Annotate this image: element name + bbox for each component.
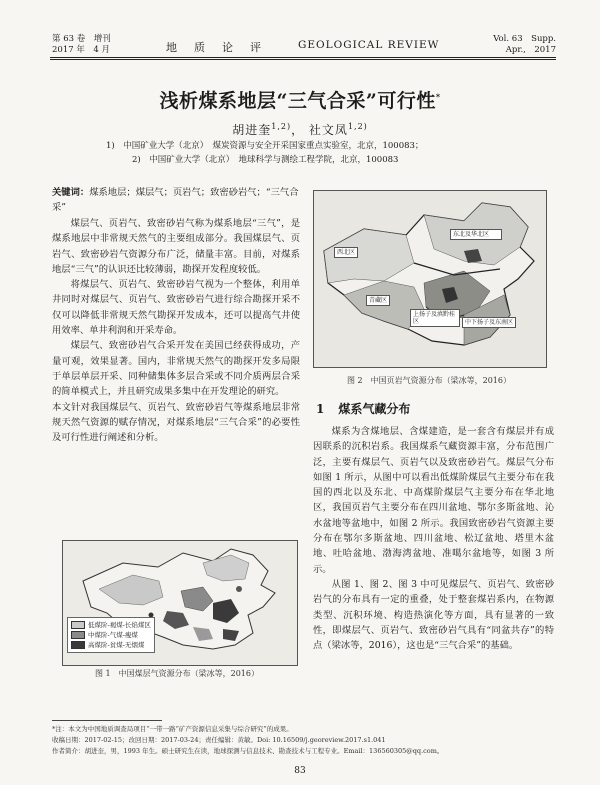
map-label-upper-yangtze: 上扬子及滇黔桂区 [410, 309, 460, 327]
section-number: 1 [316, 402, 325, 416]
keywords-label: 关键词： [52, 187, 90, 198]
legend-swatch [71, 621, 85, 629]
author-1: 胡进奎 [232, 123, 272, 137]
right-body [313, 424, 554, 653]
shale-gas-map [314, 191, 546, 367]
footnote-funding: *注：本文为中国地质调查局项目“一带一路”矿产资源信息采集与综合研究”的成果。 [52, 725, 293, 733]
journal-title-en: GEOLOGICAL REVIEW [298, 39, 440, 51]
footnote-rule [52, 720, 162, 721]
figure-2-caption: 图 2 中国页岩气资源分布（梁冰等，2016） [347, 376, 511, 385]
paragraph: 煤系为含煤地层、含煤建造，是一套含有煤层并有成因联系的沉积岩系。我国煤系气藏资源丰富，分布范围广泛，主要有煤层气、页岩气以及致密砂岩气。煤层气分布如图 1 所示，从图中可以看出低煤阶煤层气主要分布在我国的西北以及东北、中高煤阶煤层气主要分布在华北地区，我国页岩气主要分布在四川盆地、鄂尔多斯盆地、沁水盆地等盆地中，如图 2 所示。我国致密砂岩气资源主要分布在鄂尔多斯盆地、四川盆地、松辽盆地、塔里木盆地、吐哈盆地、渤海湾盆地、准噶尔盆地等，如图 3 所示。 [313, 426, 554, 575]
section-title: 煤系气藏分布 [338, 402, 411, 416]
date-cn: 2017 年 4 月 [52, 45, 110, 55]
figure-2-map [313, 190, 547, 368]
authors: 胡进奎$^{1,2)}$， 社文凤$^{1,2)}$ [232, 122, 368, 137]
volume-en: Vol. 63 Supp. [493, 34, 556, 44]
legend-swatch [71, 631, 85, 639]
legend-item: 高煤阶-贫煤-无烟煤 [71, 640, 151, 650]
footnotes [52, 724, 556, 757]
keywords [52, 185, 300, 216]
figure-1-legend [67, 617, 155, 653]
paragraph: 将煤层气、页岩气、致密砂岩气视为一个整体，利用单井同时对煤层气、页岩气、致密砂岩气进行综合勘探开采不仅可以降低非常规天然气勘探开发成本，还可以提高气井使用效率、单井利润和开采寿命。 [52, 279, 300, 337]
author-2: 社文凤 [308, 123, 348, 137]
affiliation-2: 2) 中国矿业大学（北京） 地球科学与测绘工程学院，北京，100083 [132, 155, 399, 165]
left-body [52, 216, 300, 445]
date-en: Apr., 2017 [505, 45, 556, 55]
figure-1-caption: 图 1 中国煤层气资源分布（梁冰等，2016） [95, 669, 259, 678]
legend-swatch [71, 641, 85, 649]
legend-item: 低煤阶-褐煤-长焰煤区 [71, 620, 151, 630]
map-label-northwest: 西北区 [334, 247, 358, 258]
header-rule [50, 57, 556, 58]
title-footnote-mark: * [435, 91, 441, 102]
volume-info-en [486, 34, 556, 56]
footnote-dates: 收稿日期：2017-02-15；改回日期：2017-03-24；责任编辑：黄敏。Doi: 10.16509/j.georeview.2017.s1.041 [52, 736, 386, 744]
map-label-qinghai-tibet: 青藏区 [366, 295, 390, 306]
footnote-author-bio: 作者简介：胡进奎，男，1993 年生。硕士研究生在读，地球探测与信息技术、勘查技术与工程专业。Email：136560305@qq.com。 [52, 747, 444, 755]
map-label-middle-lower-yangtze: 中下扬子及东南区 [462, 317, 516, 328]
page-number: 83 [294, 766, 306, 776]
header-rule-2 [50, 59, 556, 60]
keywords-text: 煤系地层；煤层气；页岩气；致密砂岩气；“三气合采” [52, 187, 299, 214]
paragraph: 煤层气、致密砂岩气合采开发在美国已经获得成功，产量可观，效果显著。国内，非常规天然气的勘探开发多局限于单层单层开采、同种储集体多层合采或不同介质两层合采的简单模式上，并且研究成果多集中在开发理论的研究。 [52, 340, 300, 398]
legend-item: 中煤阶-气煤-瘦煤 [71, 630, 151, 640]
journal-title-cn: 地 质 论 评 [166, 41, 264, 54]
affiliations [106, 139, 526, 167]
paragraph: 从图 1、图 2、图 3 中可见煤层气、页岩气、致密砂岩气的分布具有一定的重叠，处于整套煤岩系内，在物源类型、沉积环境、构造热演化等方面，具有显著的一致性，即煤层气、页岩气、致密砂岩气具有“同盆共存”的特点（梁冰等，2016），这也是“三气合采”的基础。 [313, 578, 554, 652]
paragraph: 煤层气、页岩气、致密砂岩气称为煤系地层“三气”，是煤系地层中非常规天然气的主要组成部分。我国煤层气、页岩气、致密砂岩气资源分布广泛，储量丰富。目前，对煤系地层“三气”的认识还比较薄弱，勘探开发程度较低。 [52, 218, 300, 275]
volume-info [52, 34, 111, 56]
paper-title: 浅析煤系地层“三气合采”可行性* [159, 90, 441, 112]
volume-cn: 第 63 卷 增刊 [52, 34, 111, 44]
map-label-northeast-north: 东北及华北区 [450, 229, 502, 240]
section-heading [316, 400, 410, 417]
affiliation-1: 1) 中国矿业大学（北京） 煤炭资源与安全开采国家重点实验室，北京，100083； [106, 141, 424, 151]
figure-1-map [62, 540, 298, 666]
paragraph: 本文针对我国煤层气、页岩气、致密砂岩气等煤系地层非常规天然气资源的赋存情况，对煤系地层“三气合采”的必要性及可行性进行阐述和分析。 [52, 401, 300, 444]
